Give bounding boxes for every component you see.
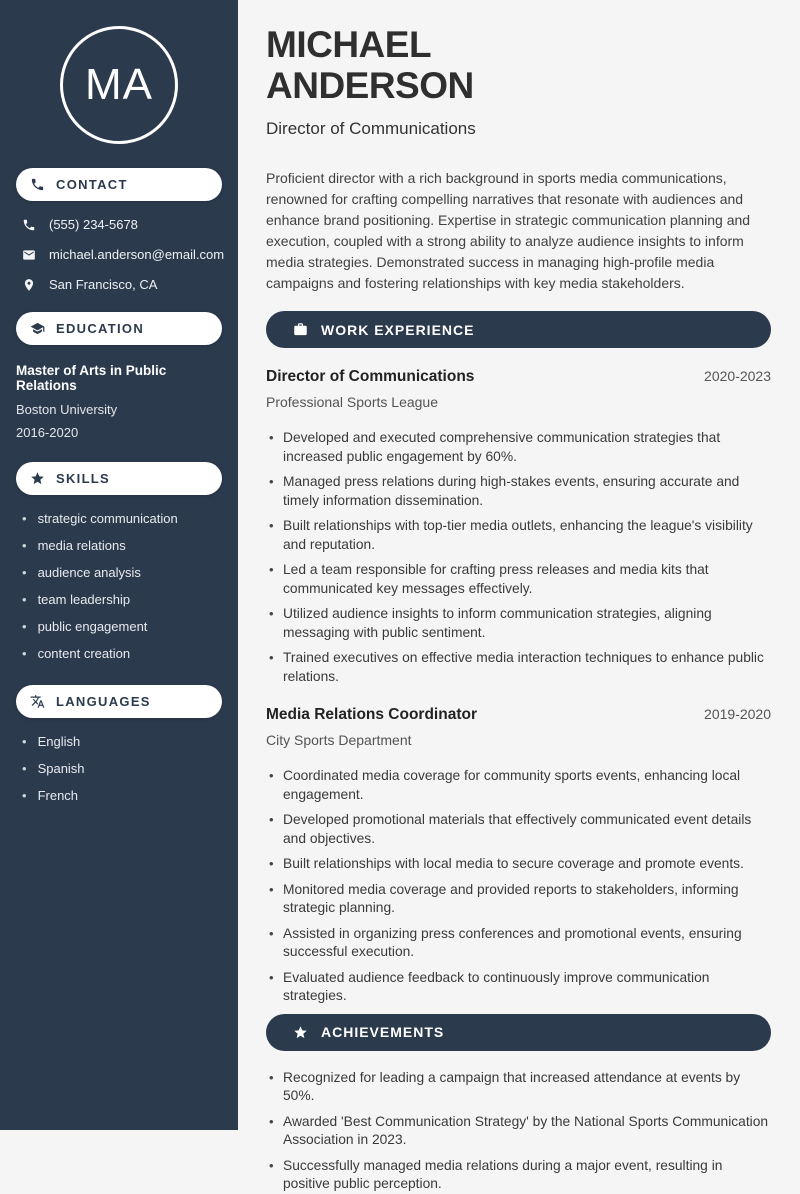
skills-section-header <box>16 462 222 495</box>
bullet-dot: • <box>22 761 27 776</box>
avatar <box>60 26 178 144</box>
phone-icon <box>30 177 45 192</box>
bullet-dot: • <box>269 474 274 489</box>
location-pin-icon <box>22 278 36 292</box>
bullet-dot: • <box>269 1113 274 1129</box>
bullet-dot: • <box>22 734 27 749</box>
contact-section-header <box>16 168 222 201</box>
job-bullet <box>266 881 771 918</box>
achievements-section-header <box>266 1014 771 1051</box>
job-bullet <box>266 649 771 686</box>
bullet-dot: • <box>269 812 274 827</box>
summary-paragraph: Proficient director with a rich background in sports media communications, renowned for crafting compelling narratives that resonate with audiences and enhance brand positioning. Expertise in strategic communication planning and execution, coupled with a strong ability to analyze audience insights to inform media strategies. Demonstrated success in managing high-profile media campaigns and fostering relationships with key media stakeholders. <box>266 170 751 291</box>
achievement-text: Recognized for leading a campaign that increased attendance at events by 50%. <box>283 1069 741 1103</box>
job-company: Professional Sports League <box>266 394 438 410</box>
job-bullets-list <box>266 767 771 1006</box>
skill-item <box>22 646 222 661</box>
job-bullet-text: Evaluated audience feedback to continuously improve communication strategies. <box>283 969 710 1003</box>
language-label: English <box>37 734 81 749</box>
bullet-dot: • <box>22 788 27 803</box>
bullet-dot: • <box>269 518 274 533</box>
work-experience-section-label: WORK EXPERIENCE <box>321 321 475 338</box>
job-bullet <box>266 605 771 642</box>
job-bullet-text: Assisted in organizing press conferences and promotional events, ensuring successful execution. <box>283 925 742 959</box>
job-bullets-list <box>266 429 771 686</box>
star-icon <box>30 471 45 486</box>
person-name <box>266 24 771 106</box>
skill-item <box>22 565 222 580</box>
achievement-text: Awarded 'Best Communication Strategy' by the National Sports Communication Association in 2023. <box>283 1113 769 1147</box>
bullet-dot: • <box>22 646 27 661</box>
education-section-header <box>16 312 222 345</box>
briefcase-icon <box>293 322 308 337</box>
job-bullet-text: Managed press relations during high-stakes events, ensuring accurate and timely information dissemination. <box>283 474 740 508</box>
avatar-initials: MA <box>85 60 153 109</box>
bullet-dot: • <box>269 1069 274 1085</box>
skills-list <box>16 511 222 661</box>
bullet-dot: • <box>269 856 274 871</box>
skill-label: media relations <box>37 538 126 553</box>
phone-value: (555) 234-5678 <box>49 217 138 232</box>
bullet-dot: • <box>22 619 27 634</box>
education-entry <box>16 363 222 440</box>
job-company: City Sports Department <box>266 732 412 748</box>
bullet-dot: • <box>22 565 27 580</box>
skills-section-label: SKILLS <box>56 471 111 486</box>
job-bullet <box>266 925 771 962</box>
achievements-list <box>266 1069 771 1194</box>
job-bullet-text: Trained executives on effective media interaction techniques to enhance public relations. <box>283 650 764 684</box>
bullet-dot: • <box>269 650 274 665</box>
contact-phone <box>22 217 222 232</box>
achievement-bullet <box>266 1113 771 1150</box>
language-label: Spanish <box>37 761 85 776</box>
person-title: Director of Communications <box>266 119 476 138</box>
language-item <box>22 734 222 749</box>
bullet-dot: • <box>269 969 274 985</box>
skill-label: public engagement <box>37 619 148 634</box>
bullet-dot: • <box>22 538 27 553</box>
language-item <box>22 761 222 776</box>
job-bullet <box>266 855 771 874</box>
name-line-1: MICHAEL <box>266 24 432 65</box>
star-icon <box>293 1025 308 1040</box>
languages-section-header <box>16 685 222 718</box>
contact-email <box>22 247 225 262</box>
bullet-dot: • <box>269 430 274 445</box>
job-bullet-text: Utilized audience insights to inform communication strategies, aligning messaging with public sentiment. <box>283 606 712 640</box>
education-section-label: EDUCATION <box>56 321 145 336</box>
languages-section-label: LANGUAGES <box>56 694 151 709</box>
job-bullet <box>266 561 771 598</box>
bullet-dot: • <box>269 1157 274 1173</box>
job-bullet <box>266 473 771 510</box>
bullet-dot: • <box>269 606 274 621</box>
contact-location <box>22 277 222 292</box>
job-entry <box>266 368 771 686</box>
bullet-dot: • <box>269 881 274 897</box>
education-degree: Master of Arts in Public Relations <box>16 363 167 393</box>
job-title: Media Relations Coordinator <box>266 706 477 723</box>
job-title: Director of Communications <box>266 368 475 385</box>
contact-list <box>16 217 225 292</box>
job-bullet <box>266 969 771 1006</box>
job-bullet <box>266 517 771 554</box>
job-dates: 2020-2023 <box>704 368 771 384</box>
achievement-text: Successfully managed media relations during a major event, resulting in positive public perception. <box>283 1157 723 1191</box>
main-content <box>238 0 800 1191</box>
skill-item <box>22 592 222 607</box>
phone-icon <box>22 218 36 232</box>
job-header-row <box>266 368 771 386</box>
job-entry <box>266 706 771 1006</box>
translate-icon <box>30 694 45 709</box>
job-bullet-text: Led a team responsible for crafting press releases and media kits that communicated key messages effectively. <box>283 562 709 596</box>
languages-list <box>16 734 222 803</box>
language-item <box>22 788 222 803</box>
sidebar <box>0 0 238 1130</box>
skill-label: strategic communication <box>37 511 178 526</box>
skill-label: audience analysis <box>37 565 141 580</box>
achievements-section-label: ACHIEVEMENTS <box>321 1024 445 1040</box>
work-experience-section-header <box>266 311 771 348</box>
job-header-row <box>266 706 771 724</box>
location-value: San Francisco, CA <box>49 277 158 292</box>
email-icon <box>22 248 36 262</box>
language-label: French <box>37 788 79 803</box>
job-bullet-text: Coordinated media coverage for community sports events, enhancing local engagement. <box>283 768 741 802</box>
education-school: Boston University <box>16 402 118 417</box>
bullet-dot: • <box>269 562 274 577</box>
job-bullet-text: Built relationships with top-tier media outlets, enhancing the league's visibility and reputation. <box>283 518 753 552</box>
bullet-dot: • <box>22 511 27 526</box>
bullet-dot: • <box>269 925 274 941</box>
skill-label: team leadership <box>37 592 131 607</box>
bullet-dot: • <box>22 592 27 607</box>
education-years: 2016-2020 <box>16 425 79 440</box>
graduation-cap-icon <box>30 321 45 336</box>
job-bullet-text: Built relationships with local media to secure coverage and promote events. <box>283 856 744 871</box>
jobs-list <box>266 368 771 1006</box>
job-dates: 2019-2020 <box>704 706 771 722</box>
skill-item <box>22 538 222 553</box>
achievement-bullet <box>266 1157 771 1194</box>
job-bullet-text: Developed and executed comprehensive communication strategies that increased public engagement by 60%. <box>283 430 721 464</box>
job-bullet <box>266 811 771 848</box>
job-bullet <box>266 767 771 804</box>
skill-label: content creation <box>37 646 131 661</box>
job-bullet-text: Developed promotional materials that effectively communicated event details and objectives. <box>283 812 752 846</box>
skill-item <box>22 619 222 634</box>
job-bullet-text: Monitored media coverage and provided reports to stakeholders, informing strategic planning. <box>283 881 739 915</box>
achievement-bullet <box>266 1069 771 1106</box>
skill-item <box>22 511 222 526</box>
name-line-2: ANDERSON <box>266 65 474 106</box>
bullet-dot: • <box>269 768 274 783</box>
email-value: michael.anderson@email.com <box>49 247 225 262</box>
job-bullet <box>266 429 771 466</box>
contact-section-label: CONTACT <box>56 177 128 192</box>
